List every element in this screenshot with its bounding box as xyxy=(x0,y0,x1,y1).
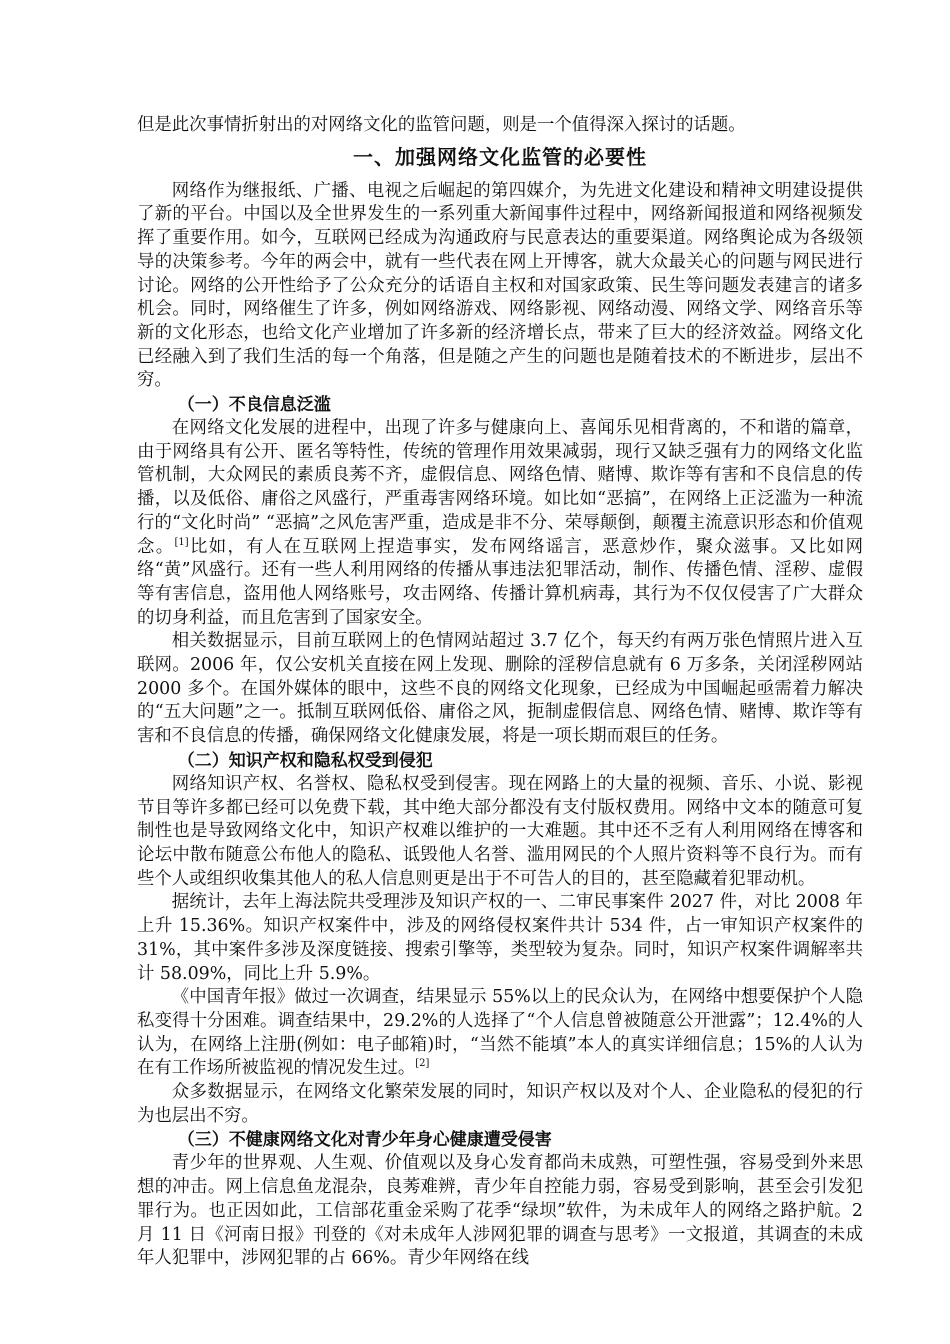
subsection-heading-2: （二）知识产权和隐私权受到侵犯 xyxy=(177,750,433,771)
sub1-paragraph-1-text-b: 比如，有人在互联网上捏造事实，发布网络谣言，恶意炒作，聚众滋事。又比如网络“黄”风盛行。还有一些人利用网络的传播从事违法犯罪活动，制作、传播色情、淫秽、虚假等有害信息，盗用他人网络账号，攻击网络、传播计算机病毒，其行为不仅仅侵害了广大群众的切身利益，而且危害到了国家安全。 xyxy=(137,536,863,628)
subsection-heading-1: （一）不良信息泛滥 xyxy=(177,395,331,416)
sub1-paragraph-1 xyxy=(137,417,863,630)
sub2-paragraph-3 xyxy=(137,986,863,1081)
sub2-paragraph-1: 网络知识产权、名誉权、隐私权受到侵害。现在网路上的大量的视频、音乐、小说、影视节目等许多都已经可以免费下载，其中绝大部分都没有支付版权费用。网络中文本的随意可复制性也是导致网络文化中，知识产权难以维护的一大难题。其中还不乏有人利用网络在博客和论坛中散布随意公布他人的隐私、诋毁他人名誉、滥用网民的个人照片资料等不良行为。而有些个人或组织收集其他人的私人信息则更是出于不可告人的目的，甚至隐藏着犯罪动机。 xyxy=(137,773,863,889)
footnote-ref-1[interactable]: [1] xyxy=(174,536,189,548)
sub2-paragraph-2: 据统计，去年上海法院共受理涉及知识产权的一、二审民事案件 2027 件，对比 2008 年上升 15.36%。知识产权案件中，涉及的网络侵权案件共计 534 件，占一审知识产权案件的 31%，其中案件多涉及深度链接、搜索引擎等，类型较为复杂。同时，知识产权案件调解率共计 58.09%，同比上升 5.9%。 xyxy=(137,892,863,984)
sub3-paragraph-1: 青少年的世界观、人生观、价值观以及身心发育都尚未成熟，可塑性强，容易受到外来思想的冲击。网上信息鱼龙混杂，良莠难辨，青少年自控能力弱，容易受到影响，甚至会引发犯罪行为。也正因如此，工信部花重金采购了花季“绿坝”软件，为未成年人的网络之路护航。2 月 11 日《河南日报》刊登的《对未成年人涉网犯罪的调查与思考》一文报道，其调查的未成年人犯罪中，涉网犯罪的占 66%。青少年网络在线 xyxy=(137,1153,863,1269)
intro-line: 但是此次事情折射出的对网络文化的监管问题，则是一个值得深入探讨的话题。 xyxy=(137,115,746,135)
section1-paragraph: 网络作为继报纸、广播、电视之后崛起的第四媒介，为先进文化建设和精神文明建设提供了新的平台。中国以及全世界发生的一系列重大新闻事件过程中，网络新闻报道和网络视频发挥了重要作用。如今，互联网已经成为沟通政府与民意表达的重要渠道。网络舆论成为各级领导的决策参考。今年的两会中，就有一些代表在网上开博客，就大众最关心的问题与网民进行讨论。网络的公开性给予了公众充分的话语自主权和对国家政策、民生等问题发表建言的诸多机会。同时，网络催生了许多，例如网络游戏、网络影视、网络动漫、网络文学、网络音乐等新的文化形态，也给文化产业增加了许多新的经济增长点，带来了巨大的经济效益。网络文化已经融入到了我们生活的每一个角落，但是随之产生的问题也是随着技术的不断进步，层出不穷。 xyxy=(137,180,863,391)
sub1-paragraph-2: 相关数据显示，目前互联网上的色情网站超过 3.7 亿个，每天约有两万张色情照片进入互联网。2006 年，仅公安机关直接在网上发现、删除的淫秽信息就有 6 万多条，关闭淫秽网站 2000 多个。在国外媒体的眼中，这些不良的网络文化现象，已经成为中国崛起亟需着力解决的“五大问题”之一。抵制互联网低俗、庸俗之风，扼制虚假信息、网络色情、赌博、欺诈等有害和不良信息的传播，确保网络文化健康发展，将是一项长期而艰巨的任务。 xyxy=(137,631,863,747)
sub1-paragraph-1-text-a: 在网络文化发展的进程中，出现了许多与健康向上、喜闻乐见相背离的，不和谐的篇章，由于网络具有公开、匿名等特性，传统的管理作用效果减弱，现行又缺乏强有力的网络文化监管机制，大众网民的素质良莠不齐，虚假信息、网络色情、赌博、欺诈等有害和不良信息的传播，以及低俗、庸俗之风盛行，严重毒害网络环境。如比如“恶搞”，在网络上正泛滥为一种流行的“文化时尚” “恶搞”之风危害严重，造成是非不分、荣辱颠倒，颠覆主流意识形态和价值观念。 xyxy=(137,418,863,557)
footnote-ref-2[interactable]: [2] xyxy=(415,1058,430,1070)
sub2-paragraph-3-text: 《中国青年报》做过一次调查，结果显示 55%以上的民众认为，在网络中想要保护个人隐私变得十分困难。调查结果中，29.2%的人选择了“个人信息曾被随意公开泄露”；12.4%的人认为，在网络上注册(例如：电子邮箱)时，“当然不能填”本人的真实详细信息；15%的人认为在有工作场所被监视的情况发生过。 xyxy=(137,987,863,1079)
document-body xyxy=(137,114,863,1271)
section-title: 一、加强网络文化监管的必要性 xyxy=(353,144,647,169)
sub2-paragraph-4: 众多数据显示，在网络文化繁荣发展的同时，知识产权以及对个人、企业隐私的侵犯的行为也层出不穷。 xyxy=(137,1082,863,1126)
subsection-heading-3: （三）不健康网络文化对青少年身心健康遭受侵害 xyxy=(177,1130,552,1151)
